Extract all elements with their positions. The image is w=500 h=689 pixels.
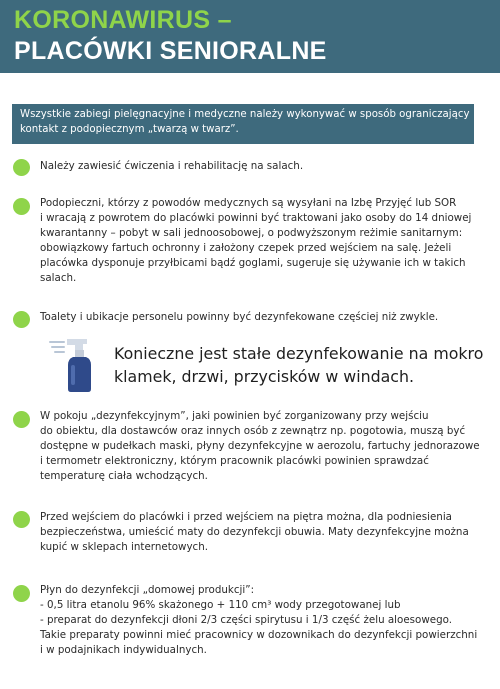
bullet-dot-icon xyxy=(13,311,30,328)
intro-line: Wszystkie zabiegi pielęgnacyjne i medyczne należy wykonywać w sposób ograniczający xyxy=(20,109,470,120)
bullet-dot-icon xyxy=(13,159,30,176)
text-line: i wracają z powrotem do placówki powinni być traktowani jako osoby do 14 dniowej xyxy=(40,212,472,224)
bullet-dot-icon xyxy=(13,511,30,528)
spray-bottle-icon xyxy=(47,335,97,393)
text-line: kwarantanny – pobyt w sali jednoosobowej, o podwyższonym reżimie sanitarnym: xyxy=(40,227,463,239)
list-item-text xyxy=(40,310,460,325)
text-line: Przed wejściem do placówki i przed wejściem na piętra można, dla podniesienia xyxy=(40,511,452,523)
text-line: dostępne w pudełkach maski, płyny dezynfekcyjne w aerozolu, fartuchy jednorazowe xyxy=(40,440,480,452)
list-item-text xyxy=(40,159,460,174)
text-line: - preparat do dezynfekcji dłoni 2/3 części spirytusu i 1/3 część żelu aloesowego. xyxy=(40,614,453,626)
text-line: Podopieczni, którzy z powodów medycznych są wysyłani na Izbę Przyjęć lub SOR xyxy=(40,197,457,209)
header-banner xyxy=(0,0,500,73)
bullet-dot-icon xyxy=(13,585,30,602)
text-line: - 0,5 litra etanolu 96% skażonego + 110 cm³ wody przegotowanej lub xyxy=(40,599,401,611)
text-line: temperaturę ciała wchodzących. xyxy=(40,470,208,482)
text-line: klamek, drzwi, przycisków w windach. xyxy=(114,367,415,386)
text-line: do obiektu, dla dostawców oraz innych osób z zewnątrz np. pogotowia, muszą być xyxy=(40,425,466,437)
text-line: Płyn do dezynfekcji „domowej produkcji”: xyxy=(40,584,255,596)
text-line: i w podajnikach indywidualnych. xyxy=(40,644,207,656)
text-line: kupić w sklepach internetowych. xyxy=(40,541,209,553)
text-line: obowiązkowy fartuch ochronny i założony czepek przed wejściem na salę. Jeżeli xyxy=(40,242,452,254)
text-line: i termometr elektroniczny, którym pracownik placówki powinien sprawdzać xyxy=(40,455,429,467)
text-line: W pokoju „dezynfekcyjnym”, jaki powinien być zorganizowany przy wejściu xyxy=(40,410,429,422)
text-line: salach. xyxy=(40,272,77,284)
bullet-dot-icon xyxy=(13,411,30,428)
text-line: Toalety i ubikacje personelu powinny być dezynfekowane częściej niż zwykle. xyxy=(40,311,439,323)
list-item-text xyxy=(40,510,469,555)
list-item-text xyxy=(40,583,478,658)
text-line: Konieczne jest stałe dezynfekowanie na mokro xyxy=(114,344,484,363)
bullet-dot-icon xyxy=(13,198,30,215)
text-line: Należy zawiesić ćwiczenia i rehabilitację na salach. xyxy=(40,160,304,172)
list-item-text xyxy=(40,409,480,484)
text-line: bezpieczeństwa, umieścić maty do dezynfekcji obuwia. Maty dezynfekcyjne można xyxy=(40,526,469,538)
intro-line: kontakt z podopiecznym „twarzą w twarz”. xyxy=(20,124,239,135)
text-line: placówka dysponuje przyłbicami bądź goglami, sugeruje się używanie ich w takich xyxy=(40,257,466,269)
page-title-line-2: PLACÓWKI SENIORALNE xyxy=(14,37,327,65)
list-item-text xyxy=(40,196,472,286)
disinfection-callout xyxy=(0,328,500,396)
callout-text xyxy=(114,342,483,388)
text-line: Takie preparaty powinni mieć pracownicy w dozownikach do dezynfekcji powierzchni xyxy=(40,629,478,641)
page-title-line-1: KORONAWIRUS – xyxy=(14,6,232,34)
intro-box xyxy=(12,104,474,144)
